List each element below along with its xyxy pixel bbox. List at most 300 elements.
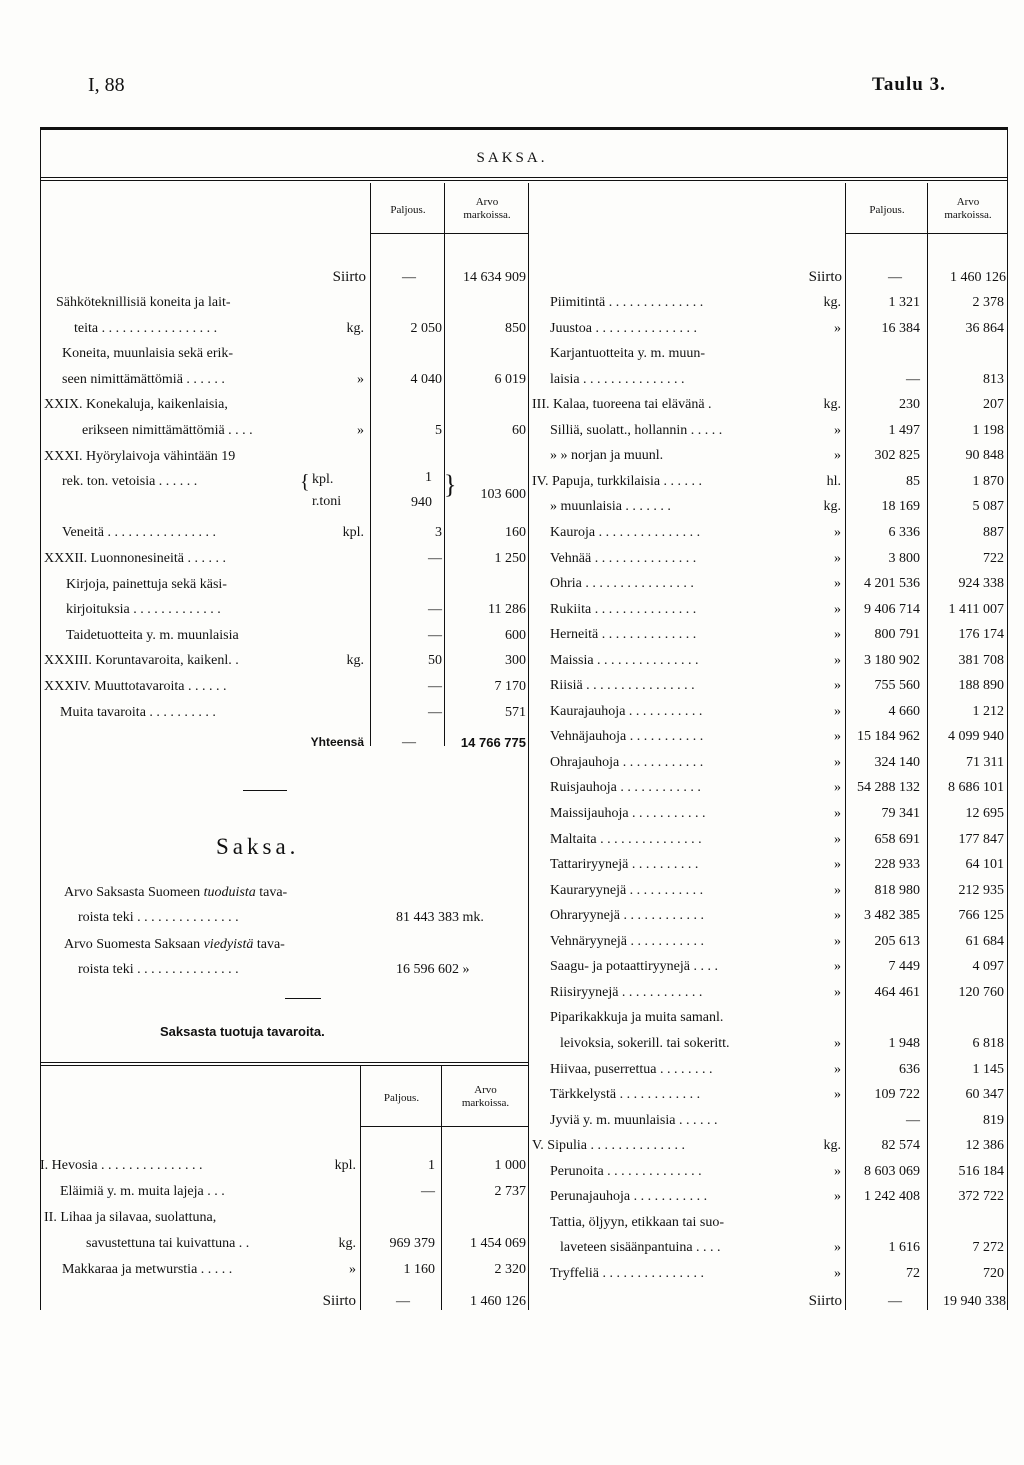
row-label-text: XXXI. Hyörylaivoja vähintään 19: [44, 448, 236, 464]
row-label: [550, 1005, 841, 1030]
row-value: 516 184: [958, 1163, 1004, 1179]
row-unit: »: [831, 1031, 841, 1056]
row-unit: kg.: [821, 392, 842, 417]
row-unit: »: [831, 1261, 841, 1286]
row-value: 71 311: [966, 754, 1004, 770]
left-carry-qty: —: [402, 270, 416, 285]
country-title: SAKSA.: [476, 150, 548, 166]
left-carry-label: Siirto: [332, 269, 366, 285]
row-quantity: 1 948: [888, 1035, 920, 1051]
row-label-text: Tärkkelystä . . . . . . . . . . . .: [550, 1087, 701, 1103]
row-label: [550, 954, 841, 979]
row-label-text: savustettuna tai kuivattuna . .: [86, 1236, 250, 1251]
row-label-text: Muita tavaroita . . . . . . . . . .: [60, 704, 216, 720]
imports-value-header-bottom: markoissa.: [461, 1097, 510, 1109]
row-label-text: II. Lihaa ja silavaa, suolattuna,: [44, 1210, 217, 1225]
table-row: [532, 1210, 1008, 1235]
row-unit: »: [831, 801, 841, 826]
left-value-header-top: Arvo: [475, 196, 499, 208]
row-value: 6 818: [972, 1035, 1004, 1051]
row-quantity: 1 242 408: [864, 1189, 920, 1205]
row-label: [550, 1184, 841, 1209]
row-value: 36 864: [965, 320, 1004, 336]
center-rule: [528, 183, 529, 1310]
table-row: [44, 597, 528, 622]
row-quantity: 658 691: [874, 831, 920, 847]
left-total-row: [44, 730, 528, 755]
table-row: [44, 1179, 528, 1204]
row-unit: »: [831, 520, 841, 545]
row-label: [62, 367, 364, 392]
row-quantity: 6 336: [888, 524, 920, 540]
row-label-text: Eläimiä y. m. muita lajeja . . .: [60, 1184, 225, 1199]
row-unit: »: [831, 622, 841, 647]
row-label-text: XXXIII. Koruntavaroita, kaikenl. .: [44, 653, 239, 669]
row-label: [550, 827, 841, 852]
row-quantity: 800 791: [874, 627, 920, 643]
row-label-text: Rukiita . . . . . . . . . . . . . . .: [550, 601, 697, 617]
table-row: [44, 648, 528, 673]
row-unit: kg.: [344, 316, 365, 341]
table-row: [532, 827, 1008, 852]
row-label-text: Karjantuotteita y. m. muun-: [550, 346, 705, 362]
row-unit: »: [831, 1082, 841, 1107]
row-label: [560, 1235, 841, 1260]
row-label-text: Jyviä y. m. muunlaisia . . . . . .: [550, 1112, 718, 1128]
table-row: [532, 1005, 1008, 1030]
row-unit: »: [831, 1159, 841, 1184]
row-unit: »: [831, 571, 841, 596]
row-label-text: erikseen nimittämättömiä . . . .: [82, 423, 253, 438]
table-row: [532, 750, 1008, 775]
saksa-line-3-em: viedyistä: [203, 937, 254, 952]
row-value: 188 890: [958, 678, 1004, 694]
table-row: [532, 878, 1008, 903]
row-quantity: 79 341: [881, 806, 920, 821]
imports-value-header-top: Arvo: [474, 1084, 497, 1096]
row-label: [44, 674, 364, 699]
table-row: [532, 1108, 1008, 1133]
row-label: [550, 699, 841, 724]
row-quantity: 636: [899, 1061, 920, 1077]
row-quantity: —: [428, 551, 442, 566]
ship-unit-a: kpl.: [312, 472, 334, 487]
row-quantity: 18 169: [881, 499, 920, 515]
page-number: I, 88: [88, 74, 125, 96]
row-label-text: Saagu- ja potaattiryynejä . . . .: [550, 959, 718, 975]
row-label: [550, 878, 841, 903]
left-carry-row: [44, 265, 528, 290]
row-label: [550, 494, 841, 519]
row-label-text: Perunoita . . . . . . . . . . . . . .: [550, 1163, 702, 1179]
row-quantity: —: [428, 679, 442, 694]
row-label-text: Tattariryynejä . . . . . . . . . .: [550, 857, 699, 873]
row-label-text: kirjoituksia . . . . . . . . . . . . .: [66, 602, 221, 618]
row-value: 2 378: [972, 295, 1004, 310]
saksa-export-value: 16 596 602 »: [396, 962, 470, 977]
row-value: 6 019: [494, 371, 526, 387]
row-value: 571: [505, 704, 526, 720]
row-value: 300: [505, 653, 526, 669]
table-row: [532, 801, 1008, 826]
row-label: [550, 648, 841, 673]
row-label: [550, 1210, 841, 1235]
row-label: [550, 418, 841, 443]
table-row: [532, 520, 1008, 545]
table-row: [532, 1184, 1008, 1209]
row-label: [66, 572, 364, 597]
row-label: [82, 418, 364, 443]
row-label: [40, 1153, 356, 1178]
row-label-text: laisia . . . . . . . . . . . . . . .: [550, 371, 685, 387]
row-value: 60 347: [965, 1087, 1004, 1103]
row-unit: »: [831, 699, 841, 724]
row-unit: »: [831, 980, 841, 1005]
imports-carry-value: 1 460 126: [470, 1294, 526, 1309]
table-row: [532, 494, 1008, 519]
row-label-text: Makkaraa ja metwurstia . . . . .: [62, 1262, 233, 1277]
saksa-line-3-a: Arvo Suomesta Saksaan: [64, 937, 204, 952]
row-quantity: 50: [428, 653, 442, 669]
imports-top-rule: [40, 1062, 528, 1063]
row-value: 7 170: [494, 679, 526, 694]
row-unit: »: [831, 929, 841, 954]
row-unit: kpl.: [340, 520, 364, 545]
row-quantity: 4 040: [410, 371, 442, 387]
outer-left-rule: [40, 130, 41, 1310]
row-label-text: Herneitä . . . . . . . . . . . . . .: [550, 627, 697, 643]
row-label: [44, 444, 364, 469]
row-value: 60: [512, 423, 526, 438]
row-value: 120 760: [958, 984, 1004, 1000]
row-label-text: teita . . . . . . . . . . . . . . . . .: [74, 320, 218, 336]
row-label-text: Riisiä . . . . . . . . . . . . . . . .: [550, 678, 695, 694]
saksa-import-value: 81 443 383 mk.: [396, 910, 484, 925]
right-carry-out-row: [532, 1289, 1008, 1314]
total-value: 14 766 775: [460, 735, 526, 750]
row-label: [60, 700, 364, 725]
row-quantity: —: [428, 627, 442, 643]
row-label: [550, 571, 841, 596]
row-quantity: —: [428, 602, 442, 618]
row-label-text: Tattia, öljyyn, etikkaan tai suo-: [550, 1214, 724, 1230]
saksa-line-2: [64, 905, 524, 930]
row-label-text: Vehnäryynejä . . . . . . . . . . .: [550, 933, 704, 949]
total-label: Yhteensä: [310, 735, 364, 749]
row-quantity: 9 406 714: [864, 601, 920, 617]
row-value: 1 198: [972, 422, 1004, 438]
separator-2: [285, 998, 321, 999]
row-value: 2 320: [494, 1262, 526, 1277]
row-unit: »: [831, 827, 841, 852]
row-label: [550, 1159, 841, 1184]
row-quantity: 1 321: [888, 295, 920, 310]
table-row: [532, 290, 1008, 315]
table-row: [532, 597, 1008, 622]
saksa-line-4-label: roista teki . . . . . . . . . . . . . . .: [78, 962, 239, 977]
row-value: 212 935: [958, 882, 1004, 898]
row-label: [62, 341, 364, 366]
row-label-text: Kauroja . . . . . . . . . . . . . . .: [550, 524, 701, 540]
row-label-text: » muunlaisia . . . . . . .: [550, 499, 671, 515]
imports-carry-qty: —: [396, 1294, 410, 1309]
row-label: [550, 673, 841, 698]
row-unit: »: [831, 775, 841, 800]
header-rule-2: [40, 180, 1008, 181]
row-quantity: 54 288 132: [857, 780, 920, 796]
row-unit: »: [831, 443, 841, 468]
row-label-text: Taidetuotteita y. m. muunlaisia: [66, 627, 239, 643]
row-label: [550, 801, 841, 826]
saksa-line-1: [64, 880, 524, 905]
row-label: [62, 520, 364, 545]
row-value: 11 286: [488, 602, 526, 618]
row-label: [550, 1057, 841, 1082]
right-carry-out-qty: —: [888, 1294, 902, 1309]
ship-brace-left: {: [300, 471, 310, 493]
row-quantity: 4 201 536: [864, 576, 920, 592]
row-label-text: Maltaita . . . . . . . . . . . . . . .: [550, 831, 702, 847]
row-label: [550, 980, 841, 1005]
row-value: 12 386: [965, 1138, 1004, 1154]
row-quantity: 72: [906, 1265, 920, 1281]
row-label-text: Silliä, suolatt., hollannin . . . . .: [550, 422, 723, 438]
row-label-text: Juustoa . . . . . . . . . . . . . . .: [550, 320, 697, 336]
row-unit: »: [831, 1057, 841, 1082]
row-unit: »: [831, 750, 841, 775]
separator-1: [243, 790, 287, 791]
right-carry-label: Siirto: [808, 269, 842, 285]
row-value: 850: [505, 320, 526, 336]
table-row: [532, 622, 1008, 647]
row-value: 5 087: [972, 499, 1004, 515]
table-row: [44, 290, 528, 315]
row-label: [86, 1231, 356, 1256]
row-value: 722: [983, 550, 1004, 566]
table-row: [532, 571, 1008, 596]
row-label-text: Piimitintä . . . . . . . . . . . . . .: [550, 295, 704, 310]
row-unit: kpl.: [332, 1153, 356, 1178]
row-value: 160: [505, 525, 526, 541]
row-quantity: 3 800: [888, 550, 920, 566]
row-quantity: 755 560: [874, 678, 920, 694]
table-row: [532, 418, 1008, 443]
row-label: [550, 750, 841, 775]
row-unit: »: [354, 367, 364, 392]
row-label-text: Sähköteknillisiä koneita ja lait-: [56, 295, 231, 310]
table-row: [44, 367, 528, 392]
row-quantity: 8 603 069: [864, 1163, 920, 1179]
row-label-text: XXXII. Luonnonesineitä . . . . . .: [44, 551, 226, 566]
row-label-text: Vehnäjauhoja . . . . . . . . . . .: [550, 729, 704, 745]
table-row: [532, 469, 1008, 494]
row-unit: »: [831, 597, 841, 622]
row-label: [560, 1031, 841, 1056]
table-row: [532, 1159, 1008, 1184]
row-quantity: 2 050: [410, 320, 442, 336]
top-rule: [40, 127, 1008, 130]
row-unit: »: [831, 1184, 841, 1209]
row-quantity: 302 825: [874, 448, 920, 464]
table-row: [532, 443, 1008, 468]
row-label-text: Perunajauhoja . . . . . . . . . . .: [550, 1189, 708, 1205]
row-label-text: Veneitä . . . . . . . . . . . . . . . .: [62, 525, 216, 541]
row-quantity: 4 660: [888, 703, 920, 719]
row-quantity: 818 980: [874, 882, 920, 898]
row-unit: »: [831, 316, 841, 341]
row-label: [550, 341, 841, 366]
row-label: [60, 1179, 356, 1204]
ship-qty-a: 1: [425, 470, 432, 485]
table-row: [532, 980, 1008, 1005]
row-label-text: leivoksia, sokerill. tai sokeritt.: [560, 1035, 730, 1051]
right-carry-out-value: 19 940 338: [943, 1294, 1006, 1309]
row-label-text: seen nimittämättömiä . . . . . .: [62, 371, 225, 387]
row-label-text: I. Hevosia . . . . . . . . . . . . . . .: [40, 1158, 203, 1173]
row-quantity: —: [906, 371, 920, 387]
row-value: 924 338: [958, 576, 1004, 592]
row-label: [550, 443, 841, 468]
right-qty-header: Paljous.: [869, 204, 905, 216]
row-label: [532, 392, 841, 417]
table-row: [44, 1231, 528, 1256]
table-row: [532, 673, 1008, 698]
row-quantity: 324 140: [874, 754, 920, 770]
row-value: 4 097: [972, 959, 1004, 975]
row-value: 1 870: [972, 473, 1004, 489]
row-quantity: 1: [428, 1158, 435, 1173]
row-value: 12 695: [965, 806, 1004, 821]
table-row: [44, 674, 528, 699]
row-unit: »: [831, 1235, 841, 1260]
table-row: [44, 546, 528, 571]
row-label-text: Ruisjauhoja . . . . . . . . . . . .: [550, 780, 701, 796]
ship-value: 103 600: [480, 487, 526, 502]
table-row: [44, 1205, 528, 1230]
table-row: [532, 316, 1008, 341]
row-label-text: V. Sipulia . . . . . . . . . . . . . .: [532, 1138, 685, 1154]
left-qty-header: Paljous.: [390, 204, 426, 216]
row-label-text: Riisiryynejä . . . . . . . . . . . .: [550, 984, 703, 1000]
row-label: [74, 316, 364, 341]
row-unit: »: [831, 724, 841, 749]
table-row: [532, 699, 1008, 724]
row-quantity: 3 180 902: [864, 652, 920, 668]
row-quantity: 228 933: [874, 857, 920, 873]
saksa-line-1-a: Arvo Saksasta Suomeen: [64, 885, 204, 900]
row-label: [44, 546, 364, 571]
row-unit: kg.: [821, 494, 842, 519]
table-row: [532, 648, 1008, 673]
row-label: [550, 852, 841, 877]
row-label: [550, 546, 841, 571]
row-label: [550, 597, 841, 622]
row-label-text: Vehnää . . . . . . . . . . . . . . .: [550, 550, 697, 566]
row-label: [550, 1261, 841, 1286]
row-quantity: —: [906, 1112, 920, 1128]
row-label-text: XXIX. Konekaluja, kaikenlaisia,: [44, 397, 228, 413]
saksa-line-4: [64, 957, 524, 982]
row-quantity: 1 497: [888, 422, 920, 438]
row-value: 600: [505, 627, 526, 643]
table-row: [532, 929, 1008, 954]
row-unit: »: [831, 673, 841, 698]
row-value: 766 125: [958, 908, 1004, 924]
right-value-header-bottom: markoissa.: [944, 209, 992, 221]
row-label: [66, 597, 364, 622]
right-value-header: [929, 196, 1007, 222]
table-row: [44, 520, 528, 545]
row-value: 1 250: [494, 551, 526, 566]
row-label: [44, 1205, 356, 1230]
imports-carry-row: [44, 1289, 528, 1314]
imports-qty-header: Paljous.: [383, 1092, 420, 1104]
table-row: [532, 775, 1008, 800]
row-label-text: III. Kalaa, tuoreena tai elävänä .: [532, 397, 712, 413]
saksa-line-2-label: roista teki . . . . . . . . . . . . . . .: [78, 910, 239, 925]
col-header-rule-left: [370, 233, 528, 234]
row-unit: kg.: [821, 1133, 842, 1158]
right-carry-row: [532, 265, 1008, 290]
ship-qty-b: 940: [411, 495, 432, 510]
row-unit: kg.: [821, 290, 842, 315]
table-row: [532, 341, 1008, 366]
row-value: 8 686 101: [948, 780, 1004, 796]
table-row: [532, 724, 1008, 749]
row-label: [550, 290, 841, 315]
table-row: [532, 903, 1008, 928]
row-label: [550, 1082, 841, 1107]
row-quantity: 205 613: [874, 933, 920, 949]
row-value: 720: [983, 1265, 1004, 1281]
imports-title: Saksasta tuotuja tavaroita.: [160, 1024, 325, 1039]
row-label-text: Ohria . . . . . . . . . . . . . . . .: [550, 576, 694, 592]
row-label-text: laveteen sisäänpantuina . . . .: [560, 1240, 721, 1256]
table-row: [532, 1031, 1008, 1056]
row-unit: hl.: [824, 469, 841, 494]
saksa-line-3-b: tava-: [253, 937, 285, 952]
row-quantity: 969 379: [389, 1236, 435, 1251]
saksa-line-1-em: tuoduista: [203, 885, 256, 900]
row-label-text: Kauraryynejä . . . . . . . . . . .: [550, 882, 704, 898]
row-label-text: Ohraryynejä . . . . . . . . . . . .: [550, 908, 704, 924]
row-value: 90 848: [965, 448, 1004, 464]
table-row: [532, 1082, 1008, 1107]
row-label-text: Maissijauhoja . . . . . . . . . . .: [550, 806, 706, 821]
row-label: [44, 648, 364, 673]
row-quantity: 5: [435, 423, 442, 438]
row-unit: »: [831, 418, 841, 443]
row-quantity: 7 449: [888, 959, 920, 975]
table-row: [532, 852, 1008, 877]
right-value-header-top: Arvo: [956, 196, 980, 208]
saksa-line-1-b: tava-: [255, 885, 288, 900]
right-carry-qty: —: [888, 270, 902, 285]
row-value: 4 099 940: [948, 729, 1004, 745]
row-label-text: Koneita, muunlaisia sekä erik-: [62, 346, 234, 362]
table-number: Taulu 3.: [872, 74, 946, 95]
header-rule: [40, 177, 1008, 178]
row-value: 61 684: [965, 933, 1004, 949]
row-label: [550, 724, 841, 749]
row-value: 177 847: [958, 831, 1004, 847]
imports-carry-label: Siirto: [322, 1293, 356, 1309]
row-label: [550, 367, 841, 392]
row-label: [550, 1108, 841, 1133]
table-row: [532, 954, 1008, 979]
ship-unit-b: r.toni: [312, 494, 342, 509]
table-row: [532, 392, 1008, 417]
